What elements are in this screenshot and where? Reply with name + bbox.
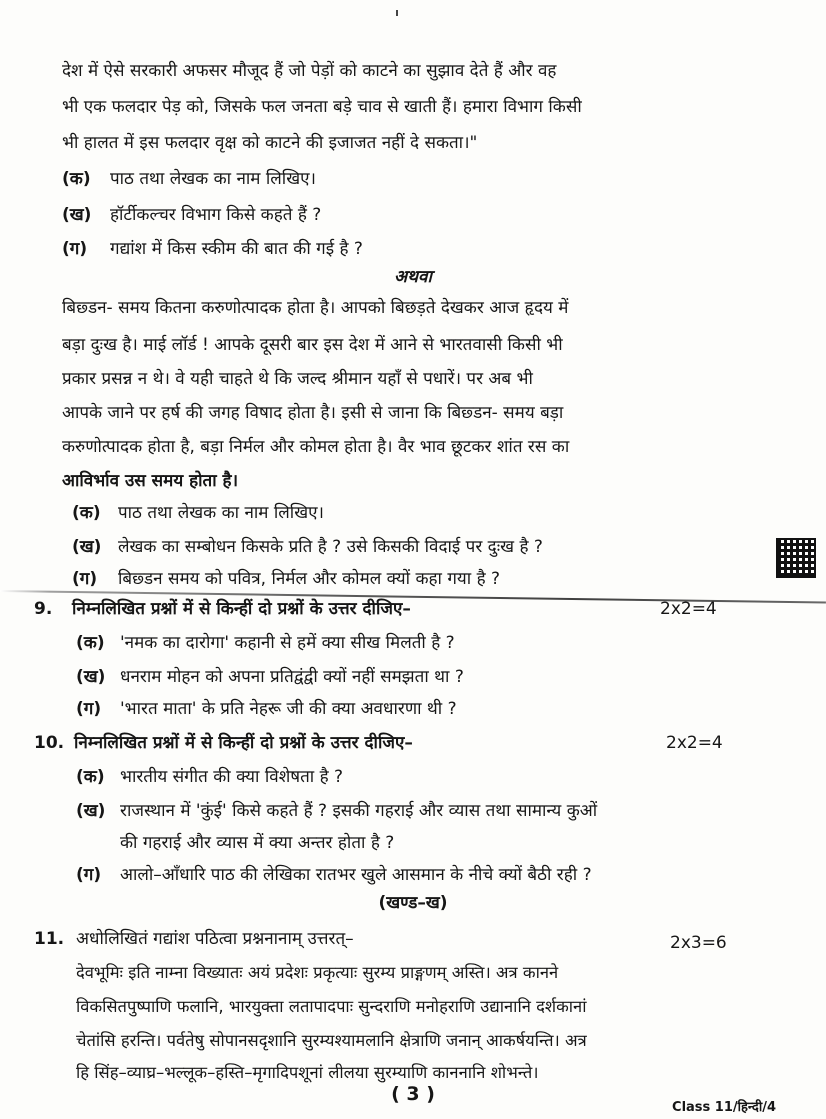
q10-text-3: आलो–आँधारि पाठ की लेखिका रातभर खुले आसमान के नीचे क्यों बैठी रही ?	[120, 865, 592, 885]
q-a-text-2: हॉर्टीकल्चर विभाग किसे कहते हैं ?	[110, 205, 322, 225]
q10-text-1: भारतीय संगीत की क्या विशेषता है ?	[120, 767, 344, 787]
q-b-text-1: पाठ तथा लेखक का नाम लिखिए।	[118, 503, 324, 523]
q11-number: 11.	[34, 929, 65, 949]
q-b-text-3: बिछ्डन समय को पवित्र, निर्मल और कोमल क्यों कहा गया है ?	[118, 569, 501, 589]
q9-text-3: 'भारत माता' के प्रति नेहरू जी की क्या अवधारणा थी ?	[120, 699, 457, 719]
q11-line-2: विकसितपुष्पाणि फलानि, भारयुक्ता लतापादपाः सुन्दराणि मनोहराणि उद्यानानि दर्शकानां	[76, 997, 587, 1016]
q9-label-3: (ग)	[76, 699, 102, 719]
passage-a-line-1: देश में ऐसे सरकारी अफसर मौजूद हैं जो पेड़ों को काटने का सुझाव देते हैं और वह	[62, 61, 557, 81]
footer-code: Class 11/हिन्दी/4	[672, 1100, 776, 1115]
q9-number: 9.	[34, 599, 53, 619]
passage-b-line-1: बिछ्डन- समय कितना करुणोत्पादक होता है। आपको बिछड़ते देखकर आज हृदय में	[62, 298, 569, 318]
passage-b-line-3: प्रकार प्रसन्न न थे। वे यही चाहते थे कि जल्द श्रीमान यहाँ से पधारें। पर अब भी	[62, 369, 533, 389]
q11-line-1: देवभूमिः इति नाम्ना विख्यातः अयं प्रदेशः प्रकृत्याः सुरम्य प्राङ्गणम् अस्ति। अत्र कानने	[76, 963, 559, 982]
passage-b-line-4: आपके जाने पर हर्ष की जगह विषाद होता है। इसी से जाना कि बिछ्डन- समय बड़ा	[62, 403, 564, 423]
q10-label-3: (ग)	[76, 865, 102, 885]
passage-b-line-5: करुणोत्पादक होता है, बड़ा निर्मल और कोमल होता है। वैर भाव छूटकर शांत रस का	[62, 437, 570, 457]
scan-speck	[396, 10, 398, 16]
q10-text-2b: की गहराई और व्यास में क्या अन्तर होता है ?	[120, 833, 395, 853]
q-a-text-3: गद्यांश में किस स्कीम की बात की गई है ?	[110, 239, 363, 259]
q-a-label-1: (क)	[62, 169, 91, 189]
q11-line-3: चेतांसि हरन्ति। पर्वतेषु सोपानसदृशानि सुरम्यश्यामलानि क्षेत्राणि जनान् आकर्षयन्ति। अत्र	[76, 1031, 587, 1050]
section-heading: (खण्ड–ख)	[378, 893, 448, 913]
q10-number: 10.	[34, 733, 65, 753]
q11-marks: 2x3=6	[670, 933, 727, 953]
q9-marks: 2x2=4	[660, 599, 717, 619]
passage-b-line-6: आविर्भाव उस समय होता है।	[62, 471, 239, 491]
q-b-label-1: (क)	[72, 503, 101, 523]
q9-text-1: 'नमक का दारोगा' कहानी से हमें क्या सीख मिलती है ?	[120, 633, 455, 653]
q10-text-2a: राजस्थान में 'कुंई' किसे कहते हैं ? इसकी गहराई और व्यास तथा सामान्य कुओं	[120, 801, 598, 821]
q10-heading: निम्नलिखित प्रश्नों में से किन्हीं दो प्रश्नों के उत्तर दीजिए–	[74, 733, 413, 753]
q11-line-4: हि सिंह–व्याघ्र–भल्लूक–हस्ति–मृगादिपशूनां लीलया सुरम्याणि काननानि शोभन्ते।	[76, 1063, 539, 1082]
q-a-label-3: (ग)	[62, 239, 88, 259]
q-b-text-2: लेखक का सम्बोधन किसके प्रति है ? उसे किसकी विदाई पर दुःख है ?	[118, 537, 543, 557]
q11-heading: अधोलिखितं गद्यांश पठित्वा प्रश्ननानाम् उत्तरत्–	[76, 929, 354, 949]
passage-a-line-2: भी एक फलदार पेड़ को, जिसके फल जनता बड़े चाव से खाती हैं। हमारा विभाग किसी	[62, 97, 582, 117]
q9-label-1: (क)	[76, 633, 105, 653]
q9-text-2: धनराम मोहन को अपना प्रतिद्वंद्वी क्यों नहीं समझता था ?	[120, 667, 464, 687]
page-number: ( 3 )	[391, 1083, 435, 1105]
q9-label-2: (ख)	[76, 667, 106, 687]
q10-label-2: (ख)	[76, 801, 106, 821]
passage-b-line-2: बड़ा दुःख है। माई लॉर्ड ! आपके दूसरी बार इस देश में आने से भारतवासी किसी भी	[62, 335, 563, 355]
q-b-label-2: (ख)	[72, 537, 102, 557]
q-a-text-1: पाठ तथा लेखक का नाम लिखिए।	[110, 169, 316, 189]
q-a-label-2: (ख)	[62, 205, 92, 225]
q10-label-1: (क)	[76, 767, 105, 787]
q-b-label-3: (ग)	[72, 569, 98, 589]
q10-marks: 2x2=4	[666, 733, 723, 753]
q9-heading: निम्नलिखित प्रश्नों में से किन्हीं दो प्रश्नों के उत्तर दीजिए–	[72, 599, 411, 619]
passage-a-line-3: भी हालत में इस फलदार वृक्ष को काटने की इजाजत नहीं दे सकता।"	[62, 133, 478, 153]
qr-code-icon	[776, 538, 816, 578]
athva-heading: अथवा	[394, 267, 432, 287]
